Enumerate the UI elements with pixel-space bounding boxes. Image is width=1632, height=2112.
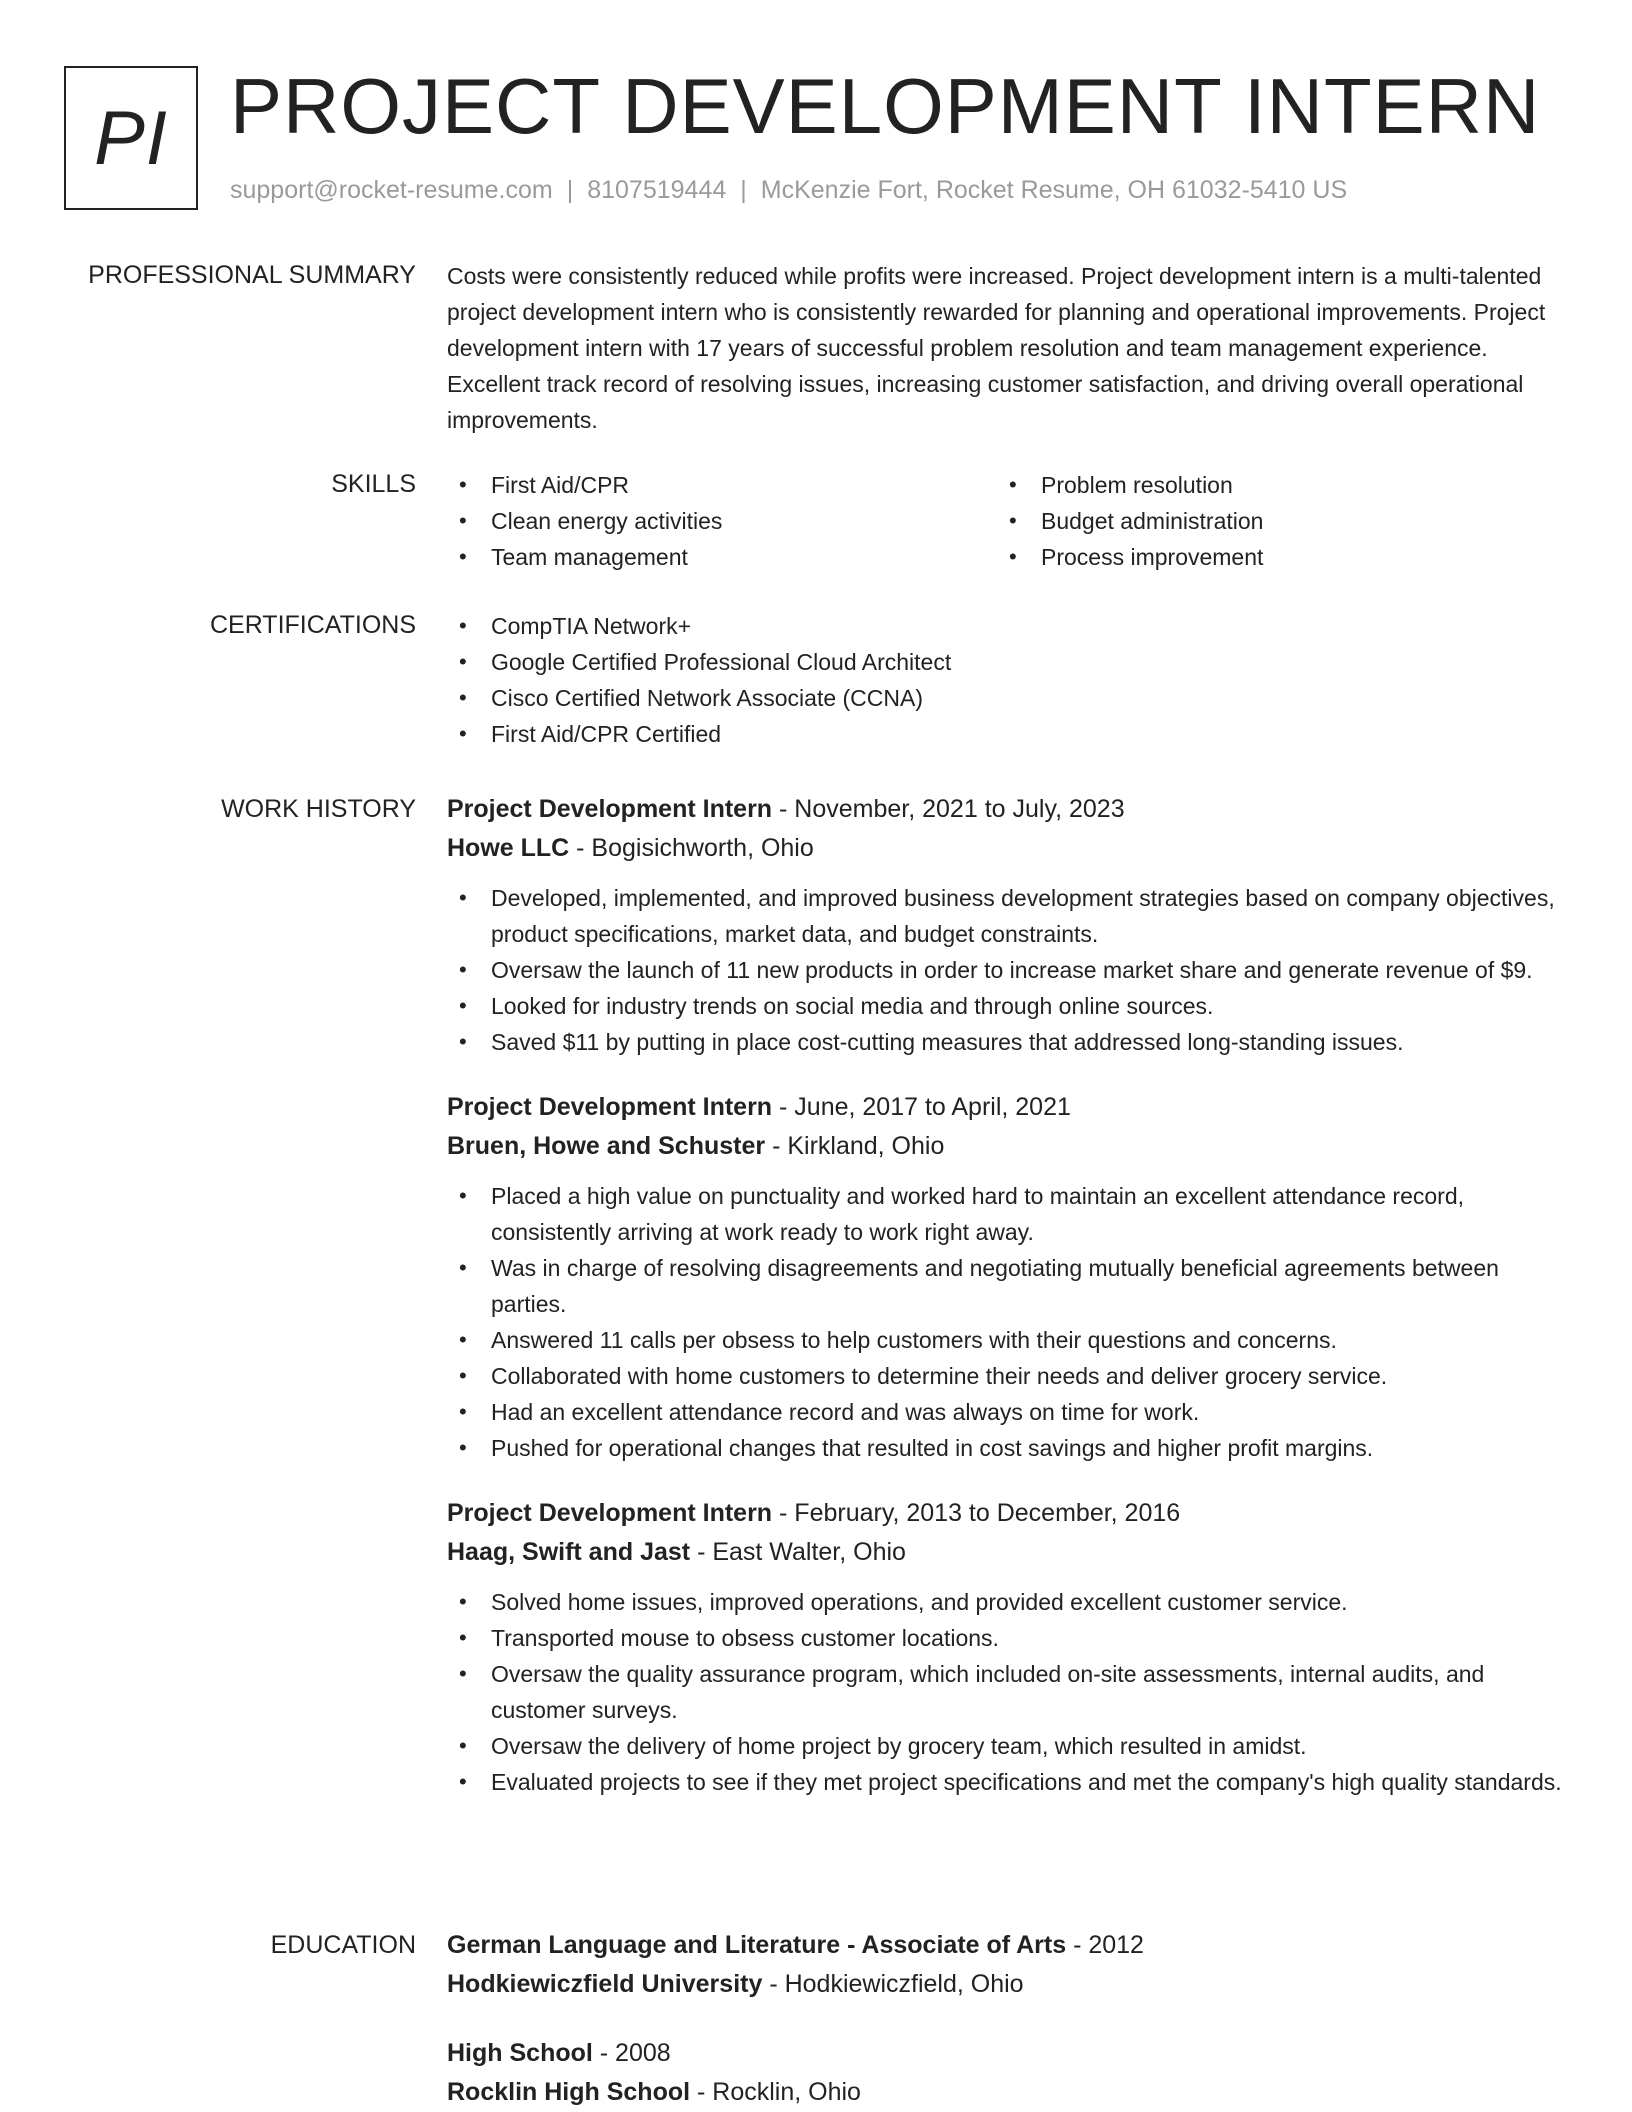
education-location: - Hodkiewiczfield, Ohio <box>762 1970 1024 1998</box>
job-bullet: • Developed, implemented, and improved business development strategies based on company objectives, product specifications, market data, and budget constraints. <box>447 880 1567 952</box>
skill-item: • Problem resolution <box>997 467 1547 503</box>
education-degree-line <box>447 2034 1567 2072</box>
job-bullet: • Collaborated with home customers to determine their needs and deliver grocery service. <box>447 1358 1567 1394</box>
contact-separator: | <box>740 176 747 204</box>
education-body <box>447 1926 1567 2112</box>
job-bullet: • Oversaw the quality assurance program, which included on-site assessments, internal audits, and customer surveys. <box>447 1656 1567 1728</box>
education-location: - Rocklin, Ohio <box>690 2078 861 2106</box>
job-title: Project Development Intern <box>447 1093 773 1121</box>
skill-item: • Clean energy activities <box>447 503 997 539</box>
education-degree-line <box>447 1926 1567 1964</box>
job-bullet: • Pushed for operational changes that resulted in cost savings and higher profit margins. <box>447 1430 1567 1466</box>
job-company: Bruen, Howe and Schuster <box>447 1132 766 1160</box>
job-bullet: • Answered 11 calls per obsess to help customers with their questions and concerns. <box>447 1322 1567 1358</box>
job-bullet: • Transported mouse to obsess customer locations. <box>447 1620 1567 1656</box>
certification-item: • Cisco Certified Network Associate (CCNA) <box>447 680 1567 716</box>
job-company-line <box>447 1126 1567 1166</box>
job-dates: - February, 2013 to December, 2016 <box>772 1499 1181 1527</box>
education-degree: High School <box>447 2039 593 2067</box>
job-bullets <box>447 880 1567 1060</box>
job-bullets <box>447 1584 1567 1800</box>
job-bullet: • Oversaw the launch of 11 new products in order to increase market share and generate revenue of $9. <box>447 952 1567 988</box>
section-label-skills: SKILLS <box>331 470 416 498</box>
job-bullet: • Had an excellent attendance record and was always on time for work. <box>447 1394 1567 1430</box>
job-company-line <box>447 828 1567 868</box>
summary-text: Costs were consistently reduced while profits were increased. Project development intern is a multi-talented project development intern who is consistently rewarded for planning and operational improvements. Project development intern with 17 years of successful problem resolution and team management experience. Excellent track record of resolving issues, increasing customer satisfaction, and driving overall operational improvements. <box>447 263 1546 433</box>
education-school: Hodkiewiczfield University <box>447 1970 763 1998</box>
section-label-work-history: WORK HISTORY <box>221 795 416 823</box>
job-entry <box>447 1088 1567 1466</box>
certification-item: • CompTIA Network+ <box>447 608 1567 644</box>
job-title: Project Development Intern <box>447 1499 773 1527</box>
job-entry <box>447 1494 1567 1800</box>
job-company: Haag, Swift and Jast <box>447 1538 691 1566</box>
job-bullet: • Solved home issues, improved operations, and provided excellent customer service. <box>447 1584 1567 1620</box>
certifications-body <box>447 608 1567 752</box>
skill-item: • Budget administration <box>997 503 1547 539</box>
job-bullet: • Was in charge of resolving disagreements and negotiating mutually beneficial agreements between parties. <box>447 1250 1567 1322</box>
contact-address: McKenzie Fort, Rocket Resume, OH 61032-5410 US <box>760 176 1348 204</box>
skill-item: • Process improvement <box>997 539 1547 575</box>
education-degree: German Language and Literature - Associate of Arts <box>447 1931 1067 1959</box>
job-bullet: • Evaluated projects to see if they met project specifications and met the company's high quality standards. <box>447 1764 1567 1800</box>
resume-name: PROJECT DEVELOPMENT INTERN <box>230 62 1541 150</box>
work-history-body <box>447 790 1567 1828</box>
job-bullet: • Looked for industry trends on social media and through online sources. <box>447 988 1567 1024</box>
job-bullet: • Placed a high value on punctuality and worked hard to maintain an excellent attendance record, consistently arriving at work ready to work right away. <box>447 1178 1567 1250</box>
job-dates: - November, 2021 to July, 2023 <box>772 795 1125 823</box>
certifications-list <box>447 608 1567 752</box>
job-company: Howe LLC <box>447 834 570 862</box>
job-company-line <box>447 1532 1567 1572</box>
education-year: - 2008 <box>592 2039 671 2067</box>
skill-item: • First Aid/CPR <box>447 467 997 503</box>
contact-phone: 8107519444 <box>587 176 727 204</box>
job-bullet: • Saved $11 by putting in place cost-cutting measures that addressed long-standing issues. <box>447 1024 1567 1060</box>
job-title: Project Development Intern <box>447 795 773 823</box>
skills-body <box>447 467 1567 575</box>
section-label-education: EDUCATION <box>270 1931 416 1959</box>
job-location: - Kirkland, Ohio <box>765 1132 945 1160</box>
education-entry <box>447 1926 1567 2004</box>
skill-item: • Team management <box>447 539 997 575</box>
education-entry <box>447 2034 1567 2112</box>
monogram-box <box>64 66 198 210</box>
certification-item: • First Aid/CPR Certified <box>447 716 1567 752</box>
job-entry <box>447 790 1567 1060</box>
job-location: - East Walter, Ohio <box>690 1538 906 1566</box>
education-school: Rocklin High School <box>447 2078 691 2106</box>
job-location: - Bogisichworth, Ohio <box>569 834 814 862</box>
education-school-line <box>447 2072 1567 2112</box>
contact-separator: | <box>566 176 574 204</box>
job-dates: - June, 2017 to April, 2021 <box>772 1093 1071 1121</box>
job-title-line <box>447 1088 1567 1126</box>
education-year: - 2012 <box>1066 1931 1144 1959</box>
certification-item: • Google Certified Professional Cloud Architect <box>447 644 1567 680</box>
resume-header <box>64 62 1584 216</box>
job-title-line <box>447 1494 1567 1532</box>
contact-line <box>230 176 1347 205</box>
skills-list <box>447 467 1567 575</box>
section-label-summary: PROFESSIONAL SUMMARY <box>88 261 416 289</box>
job-title-line <box>447 790 1567 828</box>
education-school-line <box>447 1964 1567 2004</box>
section-label-certifications: CERTIFICATIONS <box>209 611 416 639</box>
job-bullets <box>447 1178 1567 1466</box>
contact-email: support@rocket-resume.com <box>230 176 553 204</box>
job-bullet: • Oversaw the delivery of home project by grocery team, which resulted in amidst. <box>447 1728 1567 1764</box>
monogram-initials: PI <box>94 95 168 181</box>
